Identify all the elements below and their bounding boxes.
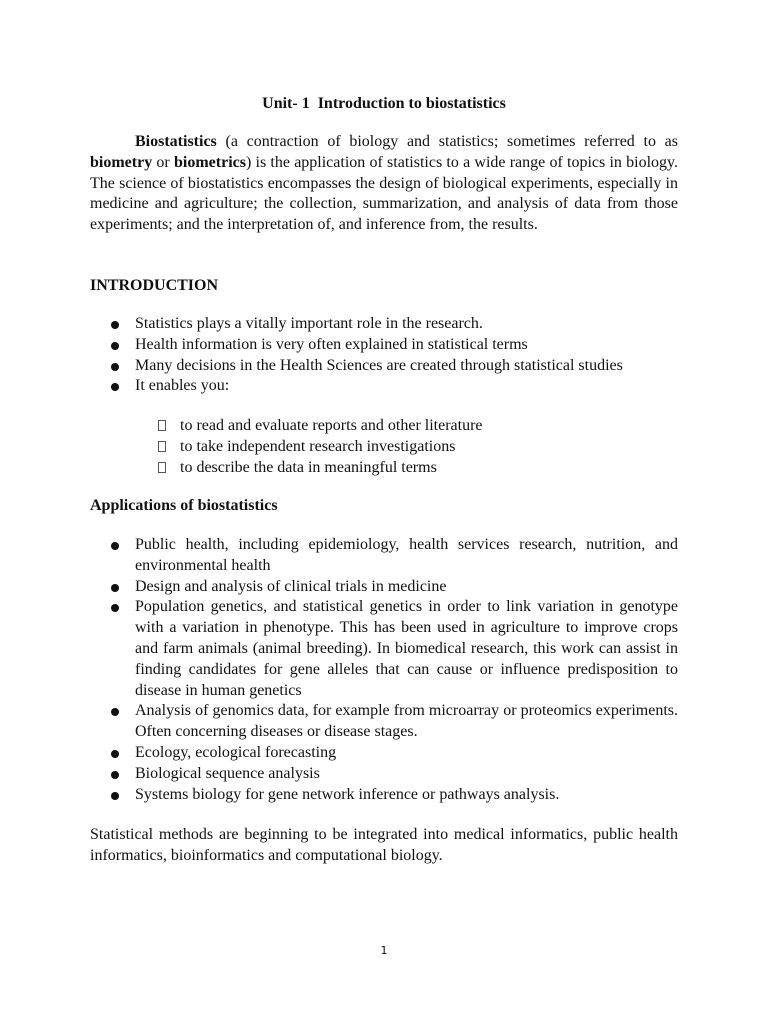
- introduction-heading: INTRODUCTION: [90, 277, 219, 294]
- list-item: [90, 356, 678, 377]
- list-item: [90, 535, 678, 577]
- list-item: [90, 597, 678, 701]
- list-item-text: Design and analysis of clinical trials in medicine: [135, 577, 447, 595]
- sub-list-item: [158, 416, 483, 437]
- checkbox-glyph-icon: [158, 462, 166, 473]
- list-item-text: Health information is very often explained in statistical terms: [135, 335, 528, 353]
- bullet-icon: [111, 792, 119, 800]
- list-item-text: Public health, including epidemiology, health services research, nutrition, and environmental health: [135, 536, 678, 574]
- page-title: Unit- 1 Introduction to biostatistics: [262, 95, 506, 112]
- list-item-text: Population genetics, and statistical genetics in order to link variation in genotype with a variation in phenotype. This has been used in agriculture to improve crops and farm animals (animal breeding). In biomedical research, this work can assist in finding candidates for gene alleles that can cause or influence predisposition to disease in human genetics: [135, 598, 678, 699]
- list-item: [90, 785, 678, 806]
- sub-list-item-text: to describe the data in meaningful terms: [180, 458, 437, 476]
- list-item: [90, 701, 678, 743]
- bullet-icon: [111, 363, 119, 371]
- list-item: [90, 314, 678, 335]
- intro-text-part1: (a contraction of biology and statistics; sometimes referred to as: [216, 133, 678, 150]
- page-number: 1: [380, 944, 388, 957]
- term-biostatistics: Biostatistics: [135, 133, 217, 150]
- sub-list-item: [158, 458, 483, 479]
- list-item: [90, 376, 678, 397]
- list-item-text: Biological sequence analysis: [135, 764, 320, 782]
- list-item-text: Systems biology for gene network inference or pathways analysis.: [135, 785, 560, 803]
- bullet-icon: [111, 750, 119, 758]
- enables-sublist: [158, 416, 483, 478]
- bullet-icon: [111, 584, 119, 592]
- bullet-icon: [111, 342, 119, 350]
- bullet-icon: [111, 708, 119, 716]
- list-item-text: Ecology, ecological forecasting: [135, 743, 337, 761]
- checkbox-glyph-icon: [158, 441, 166, 452]
- applications-heading: Applications of biostatistics: [90, 497, 278, 514]
- term-biometry: biometry: [90, 153, 153, 171]
- bullet-icon: [111, 383, 119, 391]
- intro-text-part2: or: [152, 153, 174, 171]
- bullet-icon: [111, 604, 119, 612]
- list-item-text: It enables you:: [135, 377, 230, 395]
- term-biometrics: biometrics: [173, 153, 246, 171]
- applications-list: [90, 535, 678, 805]
- list-item: [90, 335, 678, 356]
- bullet-icon: [111, 542, 119, 550]
- bullet-icon: [111, 771, 119, 779]
- closing-paragraph: Statistical methods are beginning to be integrated into medical informatics, public health informatics, bioinformatics and computational biology.: [90, 826, 678, 864]
- list-item-text: Analysis of genomics data, for example from microarray or proteomics experiments. Often concerning diseases or disease stages.: [135, 702, 678, 741]
- list-item: [90, 764, 678, 785]
- sub-list-item: [158, 437, 483, 458]
- introduction-list: [90, 314, 678, 397]
- intro-text-part3: ) is the application of statistics to a wide range of topics in biology. The science of biostatistics encompasses the design of biological experiments, especially in medicine and agriculture; the collection, summarization, and analysis of data from those experiments; and the interpretation of, and inference from, the results.: [90, 153, 679, 234]
- list-item-text: Many decisions in the Health Sciences are created through statistical studies: [135, 356, 623, 374]
- intro-paragraph: [90, 132, 678, 236]
- list-item: [90, 743, 678, 764]
- sub-list-item-text: to read and evaluate reports and other literature: [180, 417, 483, 434]
- list-item-text: Statistics plays a vitally important role in the research.: [135, 315, 483, 332]
- checkbox-glyph-icon: [158, 420, 166, 431]
- bullet-icon: [111, 321, 119, 329]
- list-item: [90, 577, 678, 598]
- sub-list-item-text: to take independent research investigations: [180, 437, 456, 455]
